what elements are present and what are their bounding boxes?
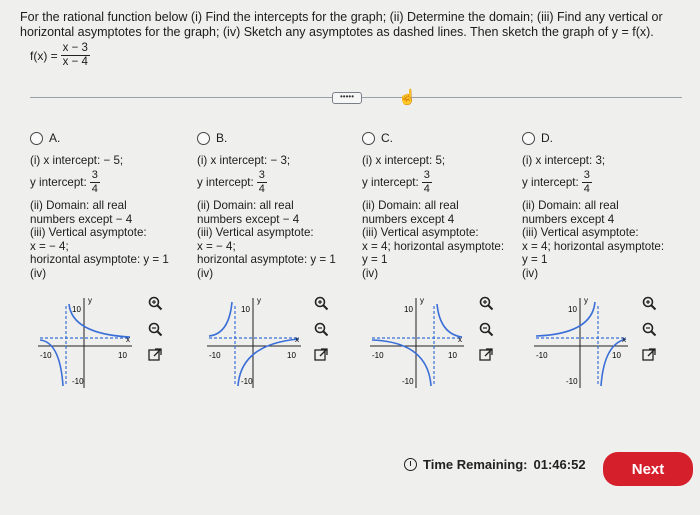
zoom-in-icon[interactable] (641, 295, 657, 311)
option-d-radio[interactable] (522, 132, 535, 145)
x-intercept: (i) x intercept: − 3; (197, 153, 291, 167)
expand-icon[interactable] (147, 347, 163, 363)
part-iv-label: (iv) (30, 266, 47, 280)
vertical-asymptote-line-1: (iii) Vertical asymptote: (197, 226, 314, 239)
vertical-asymptote-line-2: x = − 4; (197, 239, 236, 253)
curve-left (536, 302, 595, 336)
x-pos-label: 10 (612, 351, 621, 360)
y-neg-label: -10 (402, 377, 414, 386)
domain-line-1: (ii) Domain: all real (30, 199, 127, 212)
function-definition (30, 42, 90, 69)
x-pos-label: 10 (118, 351, 127, 360)
x-neg-label: -10 (536, 351, 548, 360)
domain-line-1: (ii) Domain: all real (522, 199, 619, 212)
option-c-radio[interactable] (362, 132, 375, 145)
y-neg-label: -10 (566, 377, 578, 386)
zoom-out-icon[interactable] (641, 321, 657, 337)
y-axis-label: y (257, 296, 261, 305)
x-neg-label: -10 (209, 351, 221, 360)
option-c (362, 132, 527, 280)
x-intercept: (i) x intercept: 3; (522, 153, 606, 167)
expand-icon[interactable] (641, 347, 657, 363)
zoom-out-icon[interactable] (313, 321, 329, 337)
x-neg-label: -10 (372, 351, 384, 360)
x-axis-label: x (458, 335, 462, 344)
y-axis-label: y (88, 296, 92, 305)
curve-left (209, 302, 232, 336)
y-tick-label: 10 (404, 305, 413, 314)
graph-b[interactable] (205, 296, 305, 391)
option-c-letter: C. (381, 131, 393, 145)
option-a-letter: A. (49, 131, 61, 145)
x-neg-label: -10 (40, 351, 52, 360)
horizontal-asymptote: y = 1 (522, 253, 548, 266)
graph-d-tools (641, 295, 657, 363)
y-intercept: y intercept: $\frac{3}{4}$ (197, 169, 265, 195)
x-intercept: (i) x intercept: 5; (362, 153, 446, 167)
expand-icon[interactable] (313, 347, 329, 363)
graph-c[interactable] (368, 296, 468, 391)
vertical-asymptote-line-2: x = 4; horizontal asymptote: (362, 239, 505, 253)
option-a-radio[interactable] (30, 132, 43, 145)
y-neg-label: -10 (72, 377, 84, 386)
option-b-letter: B. (216, 131, 228, 145)
graph-a[interactable] (36, 296, 136, 391)
fx-numerator: x − 3 (62, 42, 88, 54)
zoom-out-icon[interactable] (478, 321, 494, 337)
y-axis-label: y (584, 296, 588, 305)
x-intercept: (i) x intercept: − 5; (30, 153, 124, 167)
option-b-radio[interactable] (197, 132, 210, 145)
y-intercept: y intercept: $\frac{3}{4}$ (522, 169, 590, 195)
graph-c-tools (478, 295, 494, 363)
vertical-asymptote-line-2: x = 4; horizontal asymptote: (522, 239, 665, 253)
fx-label: f(x) = (30, 48, 58, 63)
option-d-letter: D. (541, 131, 553, 145)
time-remaining (404, 457, 586, 472)
domain-line-1: (ii) Domain: all real (197, 199, 294, 212)
domain-line-2: numbers except 4 (522, 212, 615, 226)
fx-fraction (61, 42, 90, 69)
expand-more-button[interactable]: ••••• (332, 92, 362, 104)
x-axis-label: x (295, 335, 299, 344)
next-button[interactable]: Next (603, 452, 693, 486)
y-intercept: y intercept: $\frac{3}{4}$ (30, 169, 98, 195)
domain-line-1: (ii) Domain: all real (362, 199, 459, 212)
part-iv-label: (iv) (522, 266, 539, 280)
graph-b-tools (313, 295, 329, 363)
y-tick-label: 10 (568, 305, 577, 314)
horizontal-asymptote: horizontal asymptote: y = 1 (197, 253, 336, 266)
part-iv-label: (iv) (362, 266, 379, 280)
y-tick-label: 10 (241, 305, 250, 314)
vertical-asymptote-line-2: x = − 4; (30, 239, 69, 253)
curve-left (40, 340, 63, 386)
fx-denominator: x − 4 (62, 56, 88, 68)
vertical-asymptote-line-1: (iii) Vertical asymptote: (362, 226, 479, 239)
x-axis-label: x (622, 335, 626, 344)
zoom-in-icon[interactable] (147, 295, 163, 311)
y-tick-label: 10 (72, 305, 81, 314)
expand-icon[interactable] (478, 347, 494, 363)
hand-cursor-icon: ☝ (398, 89, 417, 106)
y-intercept: y intercept: $\frac{3}{4}$ (362, 169, 430, 195)
timer-value: 01:46:52 (533, 457, 586, 472)
option-a (30, 132, 195, 280)
domain-line-2: numbers except 4 (362, 212, 455, 226)
curve-right (437, 304, 462, 337)
x-pos-label: 10 (448, 351, 457, 360)
domain-line-2: numbers except − 4 (30, 212, 133, 226)
clock-icon (404, 458, 417, 471)
graph-d[interactable] (532, 296, 632, 391)
zoom-in-icon[interactable] (313, 295, 329, 311)
vertical-asymptote-line-1: (iii) Vertical asymptote: (30, 226, 147, 239)
x-pos-label: 10 (287, 351, 296, 360)
horizontal-asymptote: y = 1 (362, 253, 388, 266)
question-text: For the rational function below (i) Find the intercepts for the graph; (ii) Determine the domain; (iii) Find any vertical or horizontal asymptotes for the graph; (iv) Sketch any asymptotes as dashed lines. Then sketch the graph of y = f(x). (20, 10, 663, 39)
graph-a-tools (147, 295, 163, 363)
horizontal-asymptote: horizontal asymptote: y = 1 (30, 253, 169, 266)
option-d (522, 132, 687, 280)
zoom-out-icon[interactable] (147, 321, 163, 337)
y-axis-label: y (420, 296, 424, 305)
part-iv-label: (iv) (197, 266, 214, 280)
vertical-asymptote-line-1: (iii) Vertical asymptote: (522, 226, 639, 239)
zoom-in-icon[interactable] (478, 295, 494, 311)
timer-label: Time Remaining: (423, 457, 528, 472)
option-b (197, 132, 362, 280)
domain-line-2: numbers except − 4 (197, 212, 300, 226)
x-axis-label: x (126, 335, 130, 344)
y-neg-label: -10 (241, 377, 253, 386)
